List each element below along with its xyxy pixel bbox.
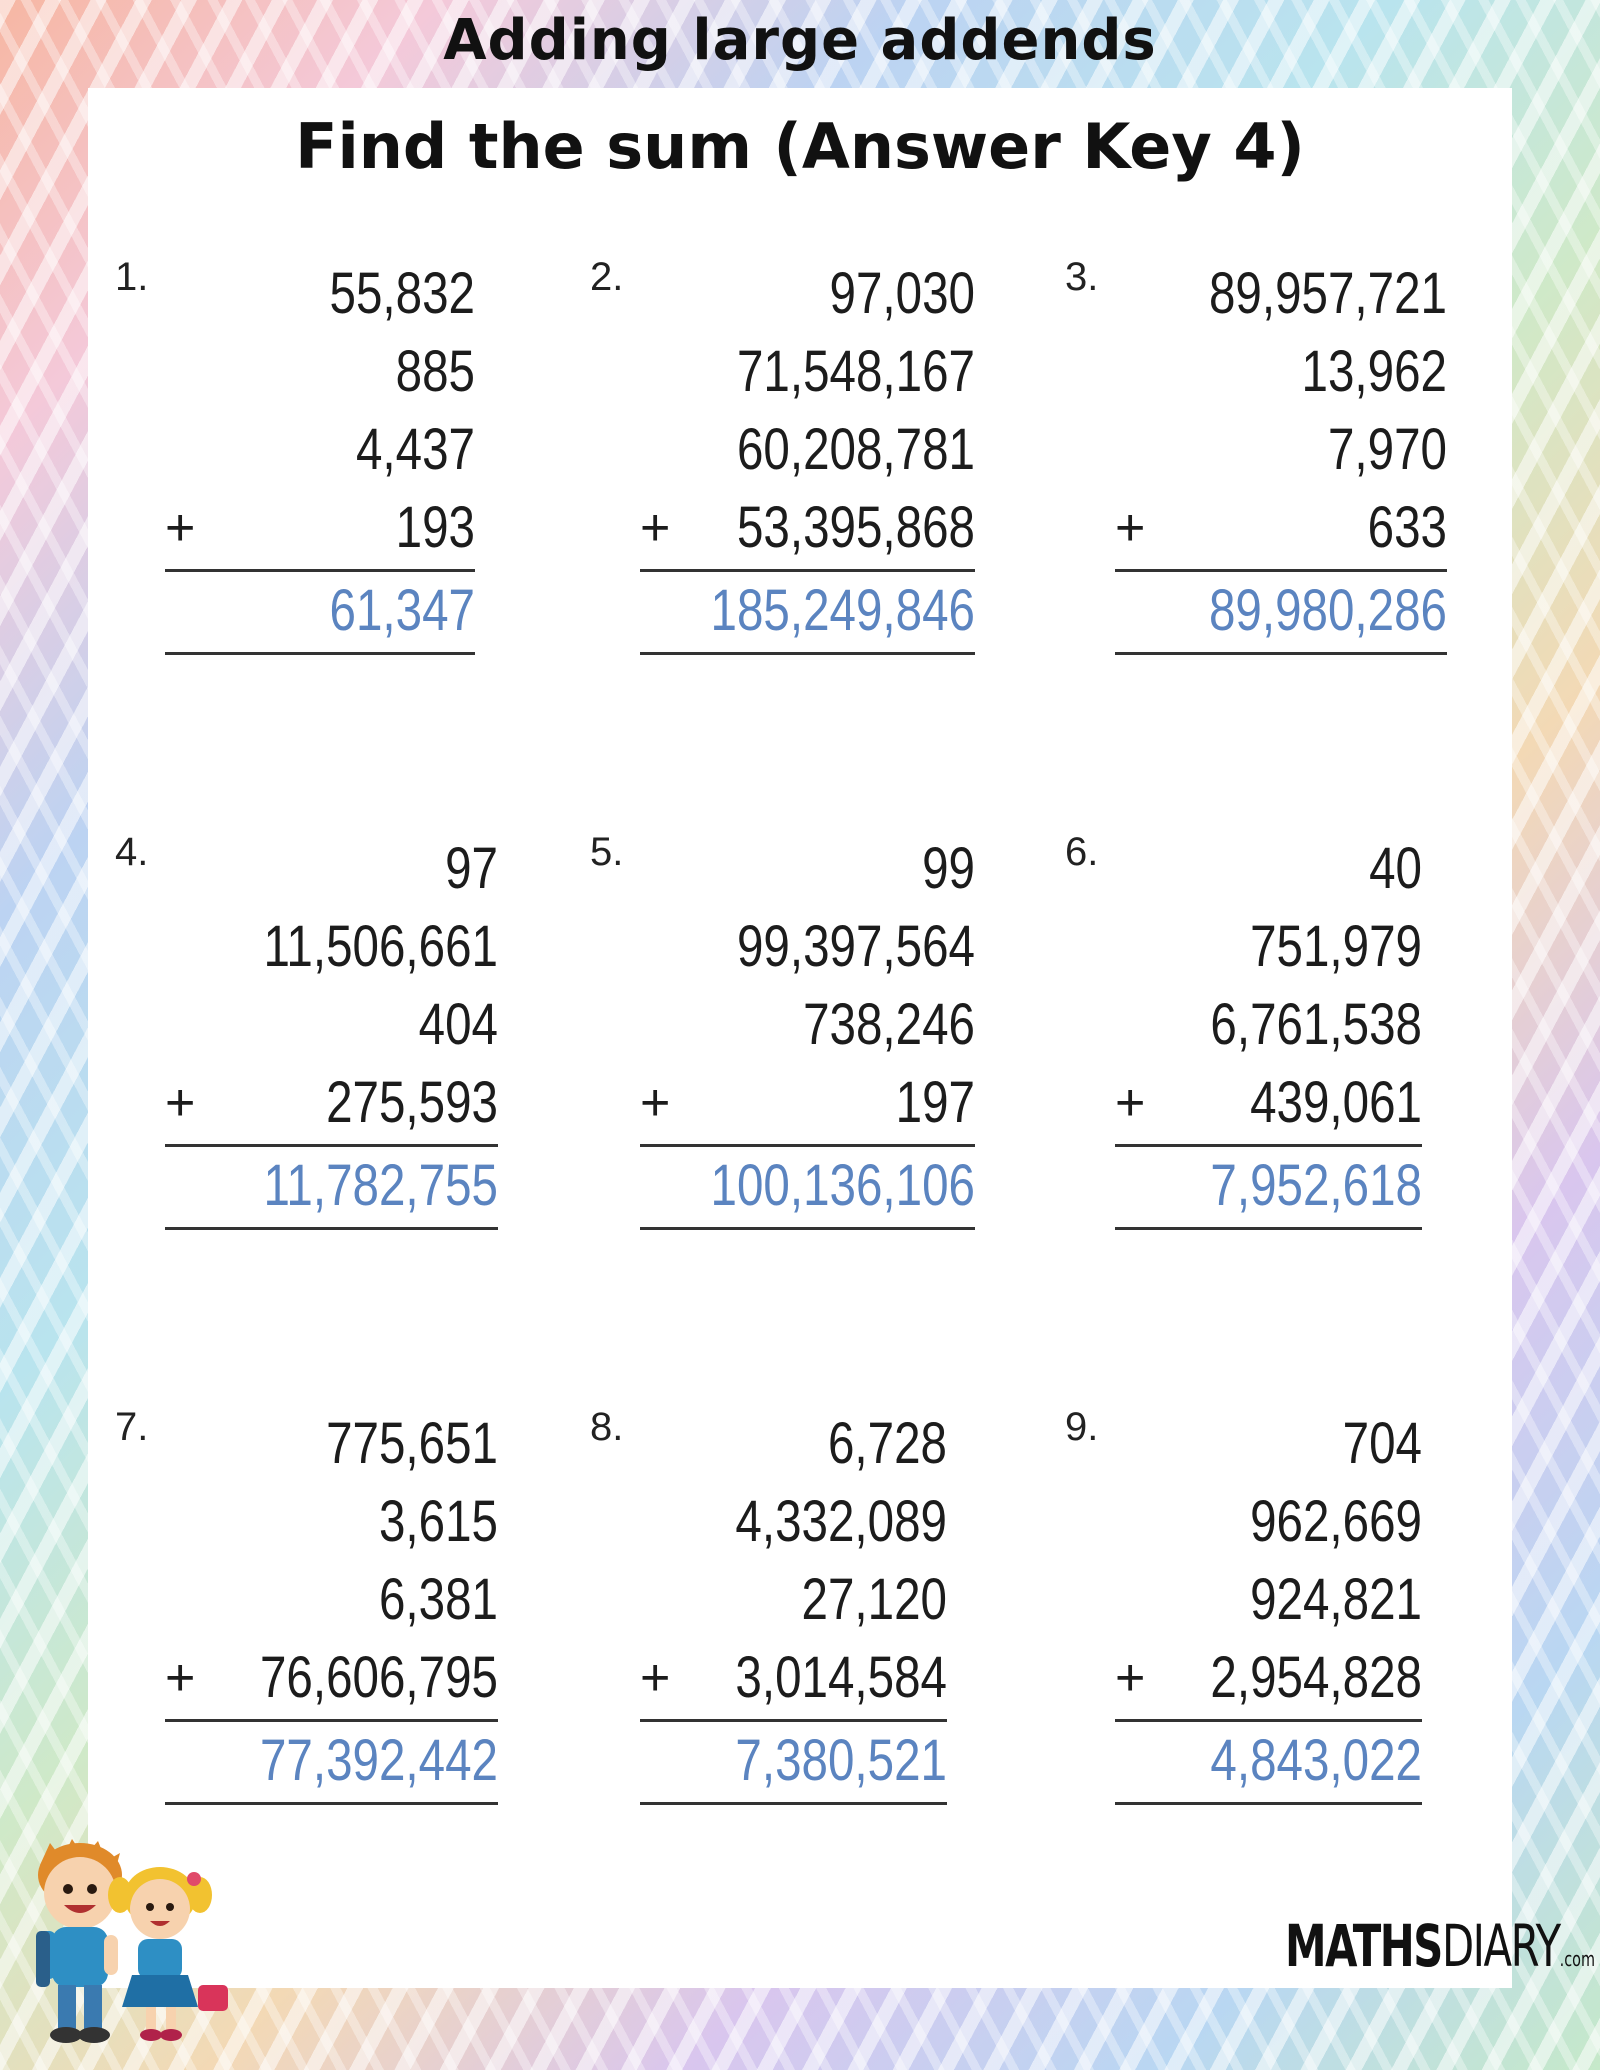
addend: 885 bbox=[395, 339, 475, 404]
addend: 404 bbox=[418, 992, 498, 1057]
answer-rule bbox=[1115, 1802, 1422, 1805]
answer-rule bbox=[640, 1227, 975, 1230]
addition-stack bbox=[165, 1405, 498, 1805]
answer: 4,843,022 bbox=[1210, 1728, 1422, 1793]
addend: 60,208,781 bbox=[736, 417, 975, 482]
plus-sign: + bbox=[1115, 1074, 1146, 1132]
addend: 7,970 bbox=[1327, 417, 1447, 482]
answer-rule bbox=[165, 1802, 498, 1805]
addend: 6,761,538 bbox=[1210, 992, 1422, 1057]
problem-number: 8. bbox=[590, 1405, 624, 1449]
addend: 71,548,167 bbox=[736, 339, 975, 404]
plus-sign: + bbox=[640, 1074, 671, 1132]
brand-part-light: DIARY bbox=[1441, 1912, 1560, 1980]
addend: 97 bbox=[445, 836, 498, 901]
boy-figure-icon bbox=[36, 1839, 122, 2043]
addend: 924,821 bbox=[1250, 1567, 1422, 1632]
problem-number: 3. bbox=[1065, 255, 1099, 299]
addend: 275,593 bbox=[326, 1070, 498, 1135]
answer: 77,392,442 bbox=[259, 1728, 498, 1793]
answer-rule bbox=[640, 1802, 947, 1805]
addend: 4,437 bbox=[355, 417, 475, 482]
plus-sign: + bbox=[640, 499, 671, 557]
addend: 13,962 bbox=[1301, 339, 1447, 404]
problem-number: 1. bbox=[115, 255, 149, 299]
plus-sign: + bbox=[165, 1649, 196, 1707]
addend: 4,332,089 bbox=[735, 1489, 947, 1554]
addition-stack bbox=[1115, 830, 1422, 1230]
kids-illustration-icon bbox=[10, 1835, 240, 2055]
answer-rule bbox=[1115, 652, 1447, 655]
addend: 53,395,868 bbox=[736, 495, 975, 560]
addition-stack bbox=[1115, 255, 1447, 655]
addend: 40 bbox=[1369, 836, 1422, 901]
addend: 99,397,564 bbox=[736, 914, 975, 979]
addend: 197 bbox=[895, 1070, 975, 1135]
addend: 6,381 bbox=[378, 1567, 498, 1632]
answer: 185,249,846 bbox=[710, 578, 975, 643]
problem-number: 4. bbox=[115, 830, 149, 874]
mathsdiary-logo bbox=[1285, 1912, 1595, 1980]
addend: 751,979 bbox=[1250, 914, 1422, 979]
addition-stack bbox=[640, 830, 975, 1230]
addend: 3,615 bbox=[378, 1489, 498, 1554]
addend: 89,957,721 bbox=[1208, 261, 1447, 326]
addition-stack bbox=[640, 255, 975, 655]
page-title: Adding large addends bbox=[443, 8, 1157, 73]
addend: 633 bbox=[1367, 495, 1447, 560]
addend: 3,014,584 bbox=[735, 1645, 947, 1710]
answer-rule bbox=[165, 652, 475, 655]
plus-sign: + bbox=[165, 1074, 196, 1132]
answer: 61,347 bbox=[329, 578, 475, 643]
plus-sign: + bbox=[640, 1649, 671, 1707]
addend: 193 bbox=[395, 495, 475, 560]
addend: 27,120 bbox=[801, 1567, 947, 1632]
addend: 775,651 bbox=[326, 1411, 498, 1476]
answer: 100,136,106 bbox=[710, 1153, 975, 1218]
page-subtitle: Find the sum (Answer Key 4) bbox=[295, 110, 1305, 183]
addend: 738,246 bbox=[803, 992, 975, 1057]
addend: 97,030 bbox=[829, 261, 975, 326]
addition-stack bbox=[165, 830, 498, 1230]
addition-stack bbox=[1115, 1405, 1422, 1805]
brand-domain: .com bbox=[1559, 1947, 1595, 1971]
problem-number: 2. bbox=[590, 255, 624, 299]
addition-stack bbox=[165, 255, 475, 655]
answer-rule bbox=[640, 652, 975, 655]
addend: 76,606,795 bbox=[259, 1645, 498, 1710]
problem-number: 7. bbox=[115, 1405, 149, 1449]
answer: 89,980,286 bbox=[1208, 578, 1447, 643]
answer: 11,782,755 bbox=[263, 1153, 498, 1218]
addend: 6,728 bbox=[827, 1411, 947, 1476]
answer: 7,380,521 bbox=[735, 1728, 947, 1793]
addend: 11,506,661 bbox=[263, 914, 498, 979]
addend: 704 bbox=[1342, 1411, 1422, 1476]
plus-sign: + bbox=[1115, 1649, 1146, 1707]
plus-sign: + bbox=[1115, 499, 1146, 557]
plus-sign: + bbox=[165, 499, 196, 557]
addend: 2,954,828 bbox=[1210, 1645, 1422, 1710]
addend: 99 bbox=[922, 836, 975, 901]
addend: 439,061 bbox=[1250, 1070, 1422, 1135]
brand-part-bold: MATHS bbox=[1285, 1912, 1442, 1980]
problem-number: 9. bbox=[1065, 1405, 1099, 1449]
addend: 55,832 bbox=[329, 261, 475, 326]
answer-rule bbox=[165, 1227, 498, 1230]
addend: 962,669 bbox=[1250, 1489, 1422, 1554]
girl-figure-icon bbox=[108, 1867, 228, 2041]
answer: 7,952,618 bbox=[1210, 1153, 1422, 1218]
answer-rule bbox=[1115, 1227, 1422, 1230]
addition-stack bbox=[640, 1405, 947, 1805]
problem-number: 5. bbox=[590, 830, 624, 874]
problem-number: 6. bbox=[1065, 830, 1099, 874]
